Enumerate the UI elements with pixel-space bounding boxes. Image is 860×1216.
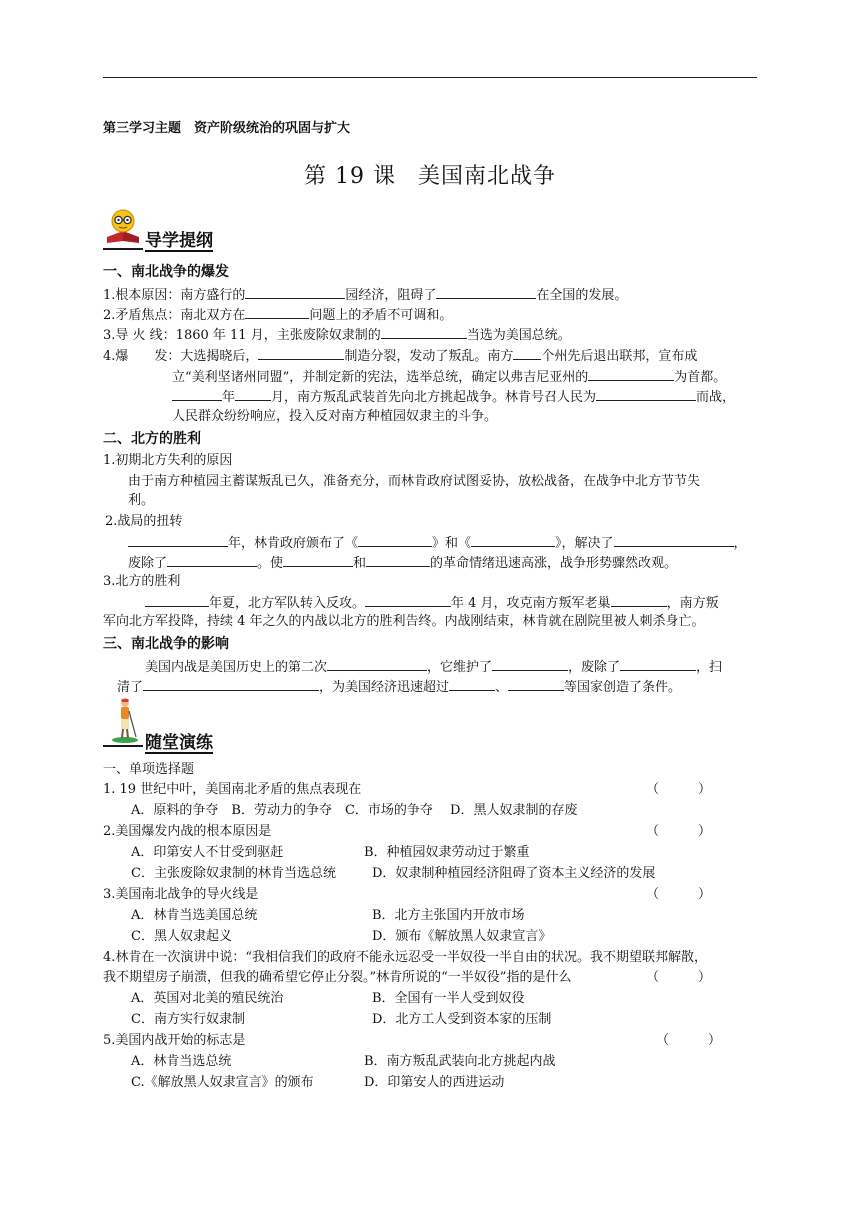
line-text: 年 [222,390,236,405]
fill-blank[interactable] [235,386,271,401]
fill-blank[interactable] [436,284,536,299]
line-text: 为首都。 [674,370,727,385]
outline-line [103,324,571,346]
fill-blank[interactable] [381,324,467,339]
fill-blank[interactable] [365,592,451,607]
fill-blank[interactable] [172,386,222,401]
line-text: 等国家创造了条件。 [564,680,682,695]
line-text: 园经济，阻碍了 [345,288,437,303]
line-text: 年，林肯政府颁布了《 [228,536,359,551]
outline-line [117,676,681,698]
fill-blank[interactable] [588,366,674,381]
golfer-icon [111,697,141,743]
banner-rule [103,745,143,747]
unit-subtitle: 第三学习主题 资产阶级统治的巩固与扩大 [103,121,351,136]
fill-blank[interactable] [492,656,568,671]
answer-bracket[interactable]: （ ） [656,1033,722,1048]
reading-student-icon [103,207,145,243]
line-text: 废除了 [128,556,168,571]
section-heading: 一、南北战争的爆发 [103,264,229,280]
line-text: 年 4 月，攻克南方叛军老巢 [451,596,611,611]
line-text: 》，解决了 [555,536,614,551]
outline-line: 军向北方军投降，持续 4 年之久的内战以北方的胜利告终。内战刚结束，林肯就在剧院里被人刺杀身亡。 [103,614,705,629]
fill-blank[interactable] [128,532,228,547]
line-text: 和 [353,556,367,571]
option-d[interactable]: D．奴隶制种植园经济阻碍了资本主义经济的发展 [372,866,656,881]
fill-blank[interactable] [258,345,344,360]
outline-line [172,366,726,388]
fill-blank[interactable] [145,592,209,607]
line-text: 制造分裂，发动了叛乱。南方 [344,349,514,364]
fill-blank[interactable] [449,676,495,691]
line-text: ，它维护了 [427,660,493,675]
lesson-title: 美国南北战争 [417,164,556,189]
option-b[interactable]: B．全国有一半人受到奴役 [372,991,525,1006]
fill-blank[interactable] [620,656,696,671]
answer-bracket[interactable]: （ ） [646,887,712,902]
practice-banner-title: 随堂演练 [145,733,213,753]
line-text: 清了 [117,680,144,695]
outline-line: 利。 [128,493,155,508]
option-a[interactable]: A．林肯当选总统 [131,1054,232,1069]
option-d[interactable]: D．北方工人受到资本家的压制 [372,1012,552,1027]
fill-blank[interactable] [508,676,564,691]
line-text: ， [733,536,747,551]
line-text: 1.根本原因：南方盛行的 [103,288,246,303]
outline-line: 由于南方种植园主蓄谋叛乱已久，准备充分，而林肯政府试图妥协，放松战备，在战争中北方节节失 [128,474,701,489]
outline-line [172,386,735,408]
option-d[interactable]: D．印第安人的西进运动 [364,1075,505,1090]
outline-line: 人民群众纷纷响应，投入反对南方种植园奴隶主的斗争。 [172,409,498,424]
header-rule [103,77,757,78]
fill-blank[interactable] [245,304,309,319]
line-text: ，为美国经济迅速超过 [319,680,450,695]
fill-blank[interactable] [245,284,345,299]
question-section-heading: 一、单项选择题 [103,762,195,777]
question-stem: 2.美国爆发内战的根本原因是 [103,824,272,839]
outline-line [103,284,627,306]
outline-line [145,592,719,614]
outline-subheading: 1.初期北方失利的原因 [103,453,233,468]
question-stem: 3.美国南北战争的导火线是 [103,887,259,902]
option-b[interactable]: B．种植园奴隶劳动过于繁重 [364,845,530,860]
answer-bracket[interactable]: （ ） [646,824,712,839]
line-text: 月，南方叛乱武装首先向北方挑起战争。林肯号召人民为 [271,390,597,405]
line-text: 在全国的发展。 [536,288,628,303]
banner-rule [103,248,143,250]
line-text: 2.矛盾焦点：南北双方在 [103,308,246,323]
fill-blank[interactable] [143,676,319,691]
option-c[interactable]: C．南方实行奴隶制 [131,1012,245,1027]
fill-blank[interactable] [167,552,257,567]
line-text: 、 [495,680,509,695]
question-stem: 5.美国内战开始的标志是 [103,1033,246,1048]
line-text: 立“美利坚诸州同盟”，并制定新的宪法，选举总统，确定以弗吉尼亚州的 [172,370,589,385]
line-text: 》和《 [432,536,472,551]
line-text: 。使 [257,556,284,571]
section-heading: 三、南北战争的影响 [103,636,229,652]
outline-line [103,304,452,326]
section-heading: 二、北方的胜利 [103,431,201,447]
question-options[interactable]: A．原料的争夺 B．劳动力的争夺 C．市场的争夺 D．黑人奴隶制的存废 [131,803,578,818]
question-stem: 4.林肯在一次演讲中说：“我相信我们的政府不能永远忍受一半奴役一半自由的状况。我不期望联邦解散， [103,950,708,965]
line-text: ，扫 [696,660,723,675]
option-d[interactable]: D．颁布《解放黑人奴隶宣言》 [372,929,552,944]
lesson-number: 第 19 课 [304,164,396,189]
outline-line [103,345,697,367]
line-text: ，废除了 [568,660,621,675]
fill-blank[interactable] [283,552,353,567]
answer-bracket[interactable]: （ ） [646,782,712,797]
guide-banner-title: 导学提纲 [145,231,213,251]
option-b[interactable]: B．北方主张国内开放市场 [372,908,525,923]
option-a[interactable]: A．英国对北美的殖民统治 [131,991,284,1006]
outline-subheading: 2.战局的扭转 [105,514,183,529]
fill-blank[interactable] [327,656,427,671]
fill-blank[interactable] [471,532,555,547]
option-a[interactable]: A．林肯当选美国总统 [131,908,258,923]
fill-blank[interactable] [611,592,667,607]
fill-blank[interactable] [366,552,430,567]
page-title [0,162,860,192]
line-text: 年夏，北方军队转入反攻。 [209,596,366,611]
line-text: 的革命情绪迅速高涨，战争形势骤然改观。 [430,556,678,571]
line-text: 当选为美国总统。 [466,328,571,343]
option-c[interactable]: C.《解放黑人奴隶宣言》的颁布 [131,1075,314,1090]
fill-blank[interactable] [358,532,432,547]
outline-line [145,656,722,678]
line-text: 个州先后退出联邦，宣布成 [541,349,698,364]
question-stem: 1. 19 世纪中叶，美国南北矛盾的焦点表现在 [103,782,362,797]
fill-blank[interactable] [513,345,541,360]
answer-bracket[interactable]: （ ） [646,970,712,985]
outline-line [128,532,747,554]
line-text: 4.爆 发：大选揭晓后， [103,349,259,364]
outline-line [128,552,677,574]
line-text: 3.导 火 线：1860 年 11 月，主张废除奴隶制的 [103,328,381,343]
option-c[interactable]: C．黑人奴隶起义 [131,929,232,944]
line-text: 问题上的矛盾不可调和。 [309,308,453,323]
line-text: ，南方叛 [666,596,719,611]
option-b[interactable]: B．南方叛乱武装向北方挑起内战 [364,1054,556,1069]
option-c[interactable]: C．主张废除奴隶制的林肯当选总统 [131,866,336,881]
outline-subheading: 3.北方的胜利 [103,574,181,589]
line-text: 美国内战是美国历史上的第二次 [145,660,328,675]
option-a[interactable]: A．印第安人不甘受到驱赶 [131,845,284,860]
question-stem: 我不期望房子崩溃，但我的确希望它停止分裂。”林肯所说的“一半奴役”指的是什么 [103,970,572,985]
line-text: 而战， [696,390,736,405]
fill-blank[interactable] [596,386,696,401]
fill-blank[interactable] [614,532,734,547]
